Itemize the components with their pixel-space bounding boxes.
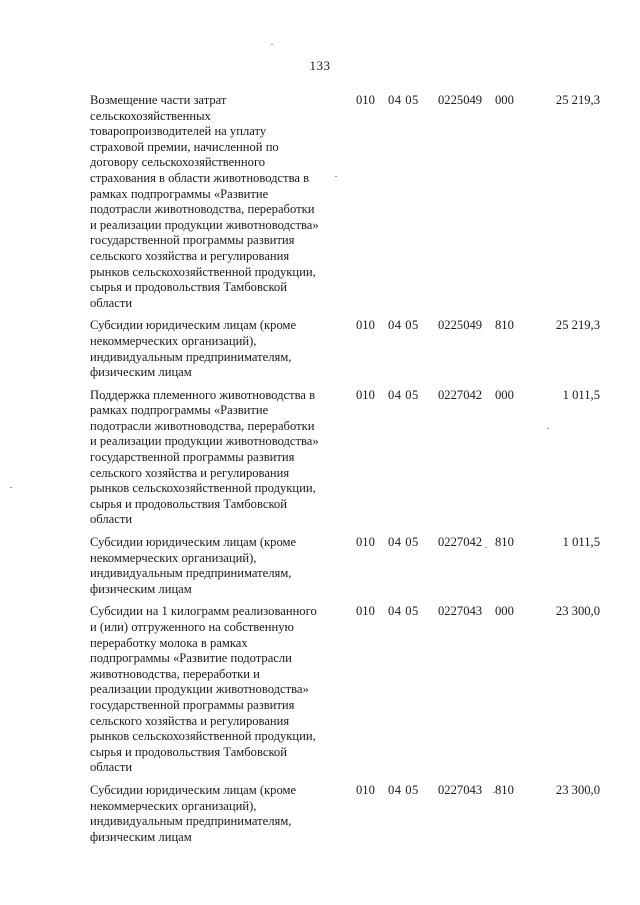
amount: 23 300,0 bbox=[555, 782, 600, 797]
ministry-code: 010 bbox=[356, 318, 375, 333]
section-code: 04 05 bbox=[388, 604, 419, 619]
amount: 25 219,3 bbox=[555, 318, 600, 333]
table-row bbox=[90, 318, 610, 380]
ministry-code: 010 bbox=[356, 604, 375, 619]
row-description: Поддержка племенного животноводства в рамках подпрограммы «Развитие подотрасли животноводства, переработки и реализации продукции животноводства» государственной программы развития сельского хозяйства и регулирования рынков сельскохозяйственной продукции, сырья и продовольствия Тамбовской области bbox=[90, 387, 319, 527]
scan-speck bbox=[547, 428, 549, 429]
section-code: 04 05 bbox=[388, 93, 419, 107]
expense-type-code: 000 bbox=[495, 604, 514, 619]
scan-speck bbox=[485, 547, 487, 548]
scan-speck bbox=[10, 487, 12, 488]
page-number: 133 bbox=[309, 58, 331, 73]
table-row bbox=[90, 388, 610, 528]
table-row bbox=[90, 783, 610, 845]
section-code: 04 05 bbox=[388, 318, 419, 333]
section-code: 04 05 bbox=[388, 782, 419, 797]
ministry-code: 010 bbox=[356, 93, 375, 107]
row-description: Субсидии юридическим лицам (кроме некоммерческих организаций), индивидуальным предпринимателям, физическим лицам bbox=[90, 318, 297, 380]
scan-speck bbox=[493, 792, 495, 793]
table-row bbox=[90, 604, 610, 776]
expense-type-code: 810 bbox=[495, 318, 514, 333]
target-article-code: 0227042 bbox=[438, 387, 483, 402]
budget-table bbox=[90, 93, 610, 852]
target-article-code: 0225049 bbox=[438, 93, 483, 107]
amount: 1 011,5 bbox=[562, 387, 600, 402]
ministry-code: 010 bbox=[356, 535, 375, 550]
ministry-code: 010 bbox=[356, 387, 375, 402]
amount: 25 219,3 bbox=[555, 93, 600, 107]
target-article-code: 0227043 bbox=[438, 604, 483, 619]
table-row bbox=[90, 93, 610, 311]
row-description: Субсидии на 1 килограмм реализованного и (или) отгруженного на собственную переработку молока в рамках подпрограммы «Развитие подотрасли животноводства, переработки и реализации продукции животноводства» государственной программы развития сельского хозяйства и регулирования рынков сельскохозяйственной продукции, сырья и продовольствия Тамбовской области bbox=[90, 604, 317, 775]
amount: 1 011,5 bbox=[562, 535, 600, 550]
amount: 23 300,0 bbox=[555, 604, 600, 619]
row-description: Возмещение части затрат сельскохозяйственных товаропроизводителей на уплату страховой премии, начисленной по договору сельскохозяйственного страхования в области животноводства в рамках подпрограммы «Развитие подотрасли животноводства, переработки и реализации продукции животноводства» государственной программы развития сельского хозяйства и регулирования рынков сельскохозяйственной продукции, сырья и продовольствия Тамбовской области bbox=[90, 93, 319, 310]
target-article-code: 0225049 bbox=[438, 318, 483, 333]
row-description: Субсидии юридическим лицам (кроме некоммерческих организаций), индивидуальным предпринимателям, физическим лицам bbox=[90, 535, 297, 596]
section-code: 04 05 bbox=[388, 387, 419, 402]
section-code: 04 05 bbox=[388, 535, 419, 550]
scan-speck bbox=[335, 176, 337, 177]
target-article-code: 0227042 bbox=[438, 535, 483, 550]
scan-speck bbox=[271, 44, 273, 45]
expense-type-code: 000 bbox=[495, 387, 514, 402]
expense-type-code: 000 bbox=[495, 93, 514, 107]
row-description: Субсидии юридическим лицам (кроме некоммерческих организаций), индивидуальным предпринимателям, физическим лицам bbox=[90, 782, 297, 844]
table-row bbox=[90, 535, 610, 597]
expense-type-code: 810 bbox=[495, 782, 514, 797]
target-article-code: 0227043 bbox=[438, 782, 483, 797]
ministry-code: 010 bbox=[356, 782, 375, 797]
expense-type-code: 810 bbox=[495, 535, 514, 550]
